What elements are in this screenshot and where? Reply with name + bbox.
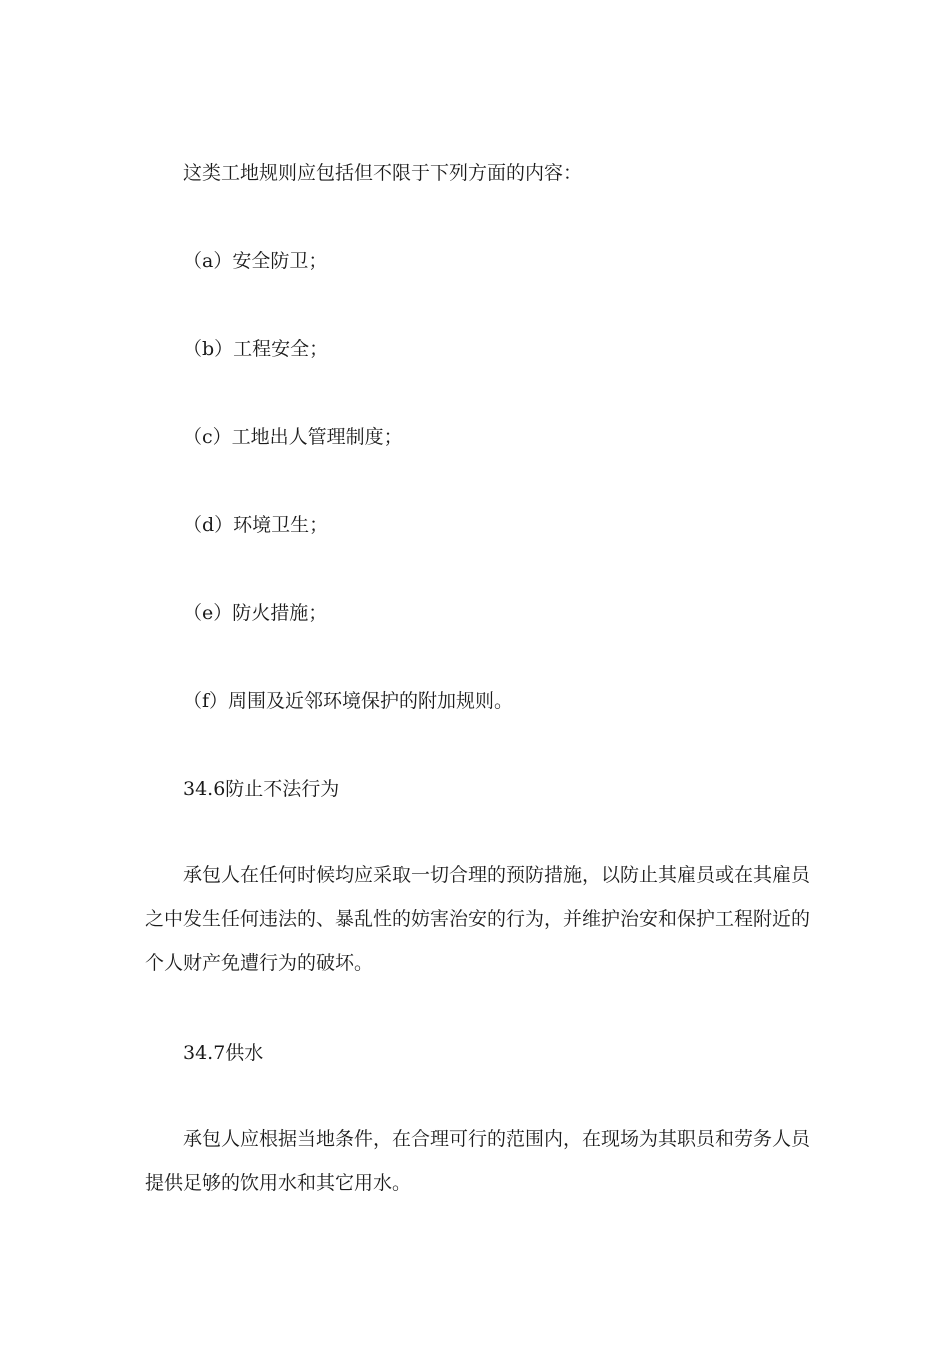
list-item-d: （d）环境卫生； — [183, 514, 329, 536]
section-heading-34-6: 34.6防止不法行为 — [183, 778, 340, 800]
section-body-34-6: 承包人在任何时候均应采取一切合理的预防措施，以防止其雇员或在其雇员之中发生任何违法的、暴乱性的妨害治安的行为，并维护治安和保护工程附近的个人财产免遭行为的破坏。 — [145, 864, 811, 974]
list-item-f: （f）周围及近邻环境保护的附加规则。 — [183, 690, 514, 712]
section-body-34-7: 承包人应根据当地条件，在合理可行的范围内，在现场为其职员和劳务人员提供足够的饮用水和其它用水。 — [145, 1128, 811, 1194]
intro-text: 这类工地规则应包括但不限于下列方面的内容： — [183, 162, 583, 184]
list-item-e: （e）防火措施； — [183, 602, 328, 624]
list-item-c: （c）工地出人管理制度； — [183, 426, 403, 448]
list-item-a: （a）安全防卫； — [183, 250, 328, 272]
list-item-b: （b）工程安全； — [183, 338, 329, 360]
section-heading-34-7: 34.7供水 — [183, 1042, 264, 1064]
